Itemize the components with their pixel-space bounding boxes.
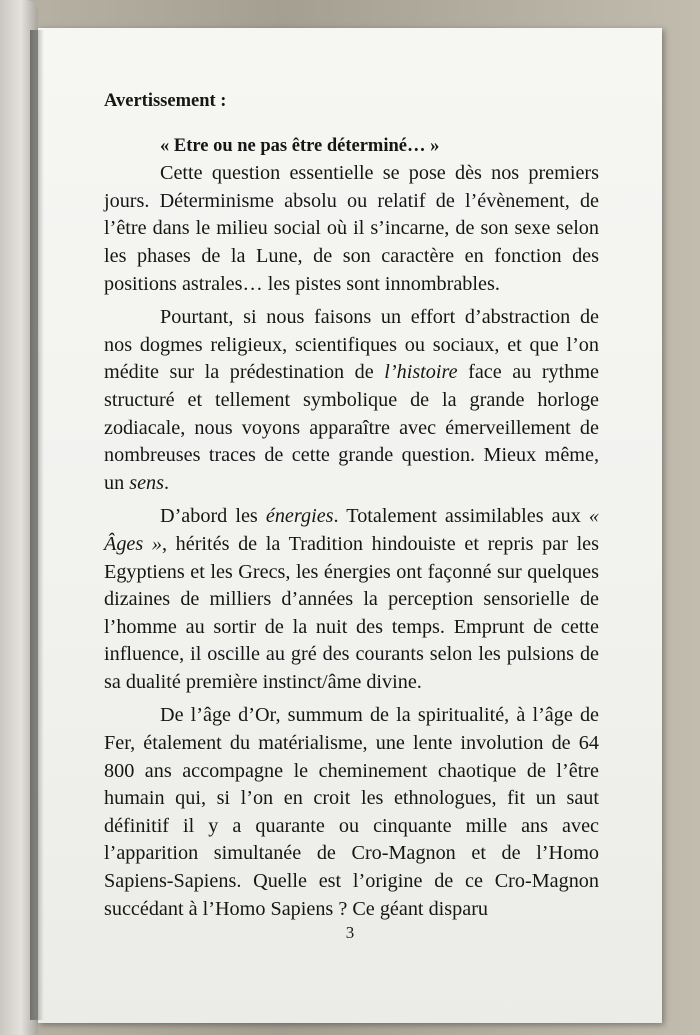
- book-page: [38, 28, 662, 1023]
- italic-text: énergies: [265, 505, 334, 528]
- text-segment: , hérités de la Tradition hindouiste et repris par les Egyptiens et les Grecs, les énergies ont façonné sur quelques dizaines de milliers d’années la perception sensorielle de l’homme au sortir de la nuit des temps. Emprunt de cette influence, il oscille au gré des courants selon les pulsions de sa dualité première instinct/âme divine.: [104, 532, 599, 693]
- paragraph: [104, 702, 599, 923]
- paragraph: [104, 503, 599, 696]
- text-segment: . Totalement assimilables aux: [333, 505, 589, 528]
- page-number: 3: [345, 923, 355, 942]
- text-segment: face au rythme structuré et tellement symbolique de la grande horloge zodiacale, nous voyons apparaître avec émerveillement de nombreuses traces de cette grande question. Mieux même, un: [104, 361, 600, 494]
- italic-text: sens: [129, 471, 165, 494]
- section-heading: Avertissement :: [104, 91, 227, 111]
- text-segment: D’abord les: [160, 505, 266, 528]
- text-segment: De l’âge d’Or, summum de la spiritualité, à l’âge de Fer, étalement du matérialisme, une lente involution de 64 800 ans accompagne le cheminement chaotique de l’être humain qui, si l’on en croit les ethnologues, fit un saut définitif il y a quarante ou cinquante mille ans avec l’apparition simultanée de Cro-Magnon et de l’Homo Sapiens-Sapiens. Quelle est l’origine de ce Cro-Magnon succédant à l’Homo Sapiens ? Ce géant disparu: [104, 704, 599, 920]
- page-text: [104, 88, 599, 929]
- text-segment: .: [164, 471, 170, 494]
- italic-text: « Âges »: [104, 505, 599, 555]
- paragraphs: [104, 160, 599, 923]
- section-subheading: « Etre ou ne pas être déterminé… »: [160, 135, 440, 156]
- text-segment: Pourtant, si nous faisons un effort d’abstraction de nos dogmes religieux, scientifiques ou sociaux, et que l’on médite sur la prédestination de: [104, 306, 599, 384]
- text-segment: Cette question essentielle se pose dès nos premiers jours. Déterminisme absolu ou relatif de l’évènement, de l’être dans le milieu social où il s’incarne, de son sexe selon les phases de la Lune, de son caractère en fonction des positions astrales… les pistes sont innombrables.: [104, 162, 599, 295]
- paragraph: [104, 304, 599, 497]
- spine-shadow: [30, 30, 44, 1020]
- italic-text: l’histoire: [384, 361, 458, 384]
- paragraph: [104, 160, 599, 298]
